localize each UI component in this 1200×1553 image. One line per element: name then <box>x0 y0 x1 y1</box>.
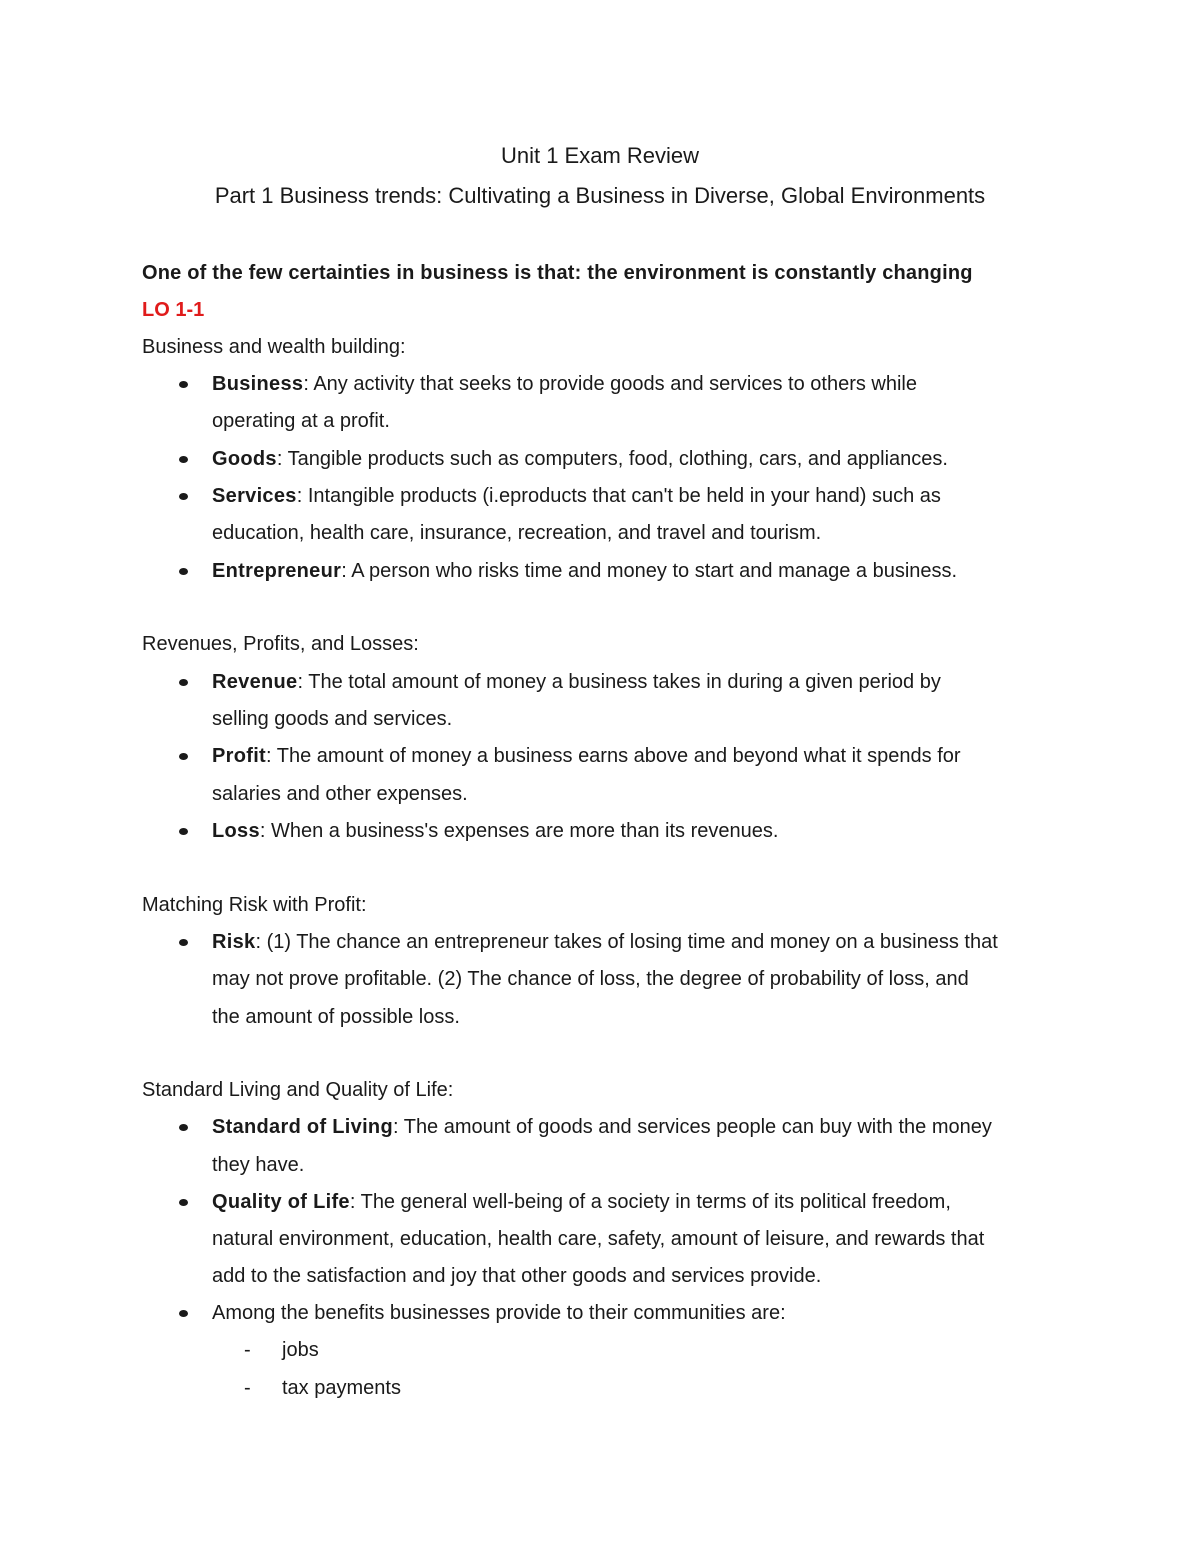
dash-marker: - <box>244 1339 251 1361</box>
list-item <box>212 446 948 472</box>
definition-line: : When a business's expenses are more than its revenues. <box>259 820 779 842</box>
definition-line: salaries and other expenses. <box>212 783 468 805</box>
bullet-icon <box>179 1310 188 1317</box>
definition-line: : Intangible products (i.eproducts that can't be held in your hand) such as <box>296 485 941 507</box>
document-title: Unit 1 Exam Review <box>500 143 700 168</box>
section-heading: Revenues, Profits, and Losses: <box>142 633 419 655</box>
list-item <box>212 818 778 844</box>
list-item <box>212 1300 786 1326</box>
bullet-icon <box>179 939 188 946</box>
definition-line: add to the satisfaction and joy that other goods and services provide. <box>212 1265 822 1287</box>
dash-marker: - <box>244 1377 251 1399</box>
document-subtitle: Part 1 Business trends: Cultivating a Business in Diverse, Global Environments <box>214 183 986 208</box>
list-item <box>212 371 917 397</box>
definition-line: operating at a profit. <box>212 410 390 432</box>
definition-line: may not prove profitable. (2) The chance of loss, the degree of probability of loss, and <box>212 968 969 990</box>
definition-line: : Tangible products such as computers, food, clothing, cars, and appliances. <box>276 448 948 470</box>
term: Business <box>212 373 304 395</box>
section-heading: Business and wealth building: <box>142 336 406 358</box>
list-item <box>212 1114 992 1140</box>
definition-line: education, health care, insurance, recreation, and travel and tourism. <box>212 522 822 544</box>
sub-list-item: tax payments <box>282 1377 401 1399</box>
list-item <box>212 743 961 769</box>
definition-line: : The total amount of money a business takes in during a given period by <box>297 671 941 693</box>
section-heading: Matching Risk with Profit: <box>142 894 367 916</box>
bullet-icon <box>179 493 188 500</box>
definition-line: the amount of possible loss. <box>212 1006 460 1028</box>
term: Risk <box>212 931 256 953</box>
definition-line: : (1) The chance an entrepreneur takes of losing time and money on a business that <box>255 931 998 953</box>
list-item <box>212 929 998 955</box>
term: Entrepreneur <box>212 560 342 582</box>
definition-line: : The amount of goods and services people can buy with the money <box>392 1116 992 1138</box>
term: Loss <box>212 820 260 842</box>
list-item <box>212 1189 951 1215</box>
sub-list-item: jobs <box>282 1339 319 1361</box>
bullet-icon <box>179 679 188 686</box>
lo-label: LO 1-1 <box>142 299 205 321</box>
bullet-icon <box>179 381 188 388</box>
bullet-icon <box>179 568 188 575</box>
list-item <box>212 669 941 695</box>
intro-statement: One of the few certainties in business is that: the environment is constantly changing <box>142 262 973 284</box>
term: Services <box>212 485 297 507</box>
definition-line: : The amount of money a business earns above and beyond what it spends for <box>266 745 961 767</box>
term: Revenue <box>212 671 298 693</box>
definition-line: : Any activity that seeks to provide goods and services to others while <box>303 373 917 395</box>
definition-line: natural environment, education, health care, safety, amount of leisure, and rewards that <box>212 1228 985 1250</box>
term: Quality of Life <box>212 1191 350 1213</box>
term: Profit <box>212 745 267 767</box>
definition-line: selling goods and services. <box>212 708 453 730</box>
section-heading: Standard Living and Quality of Life: <box>142 1079 454 1101</box>
bullet-icon <box>179 753 188 760</box>
definition-line: : A person who risks time and money to start and manage a business. <box>341 560 958 582</box>
term: Goods <box>212 448 277 470</box>
list-item <box>212 558 957 584</box>
bullet-icon <box>179 1199 188 1206</box>
bullet-icon <box>179 456 188 463</box>
list-item <box>212 483 941 509</box>
bullet-icon <box>179 1124 188 1131</box>
definition-line: they have. <box>212 1154 305 1176</box>
definition-line: Among the benefits businesses provide to their communities are: <box>212 1302 786 1324</box>
term: Standard of Living <box>212 1116 393 1138</box>
bullet-icon <box>179 828 188 835</box>
definition-line: : The general well-being of a society in terms of its political freedom, <box>349 1191 951 1213</box>
